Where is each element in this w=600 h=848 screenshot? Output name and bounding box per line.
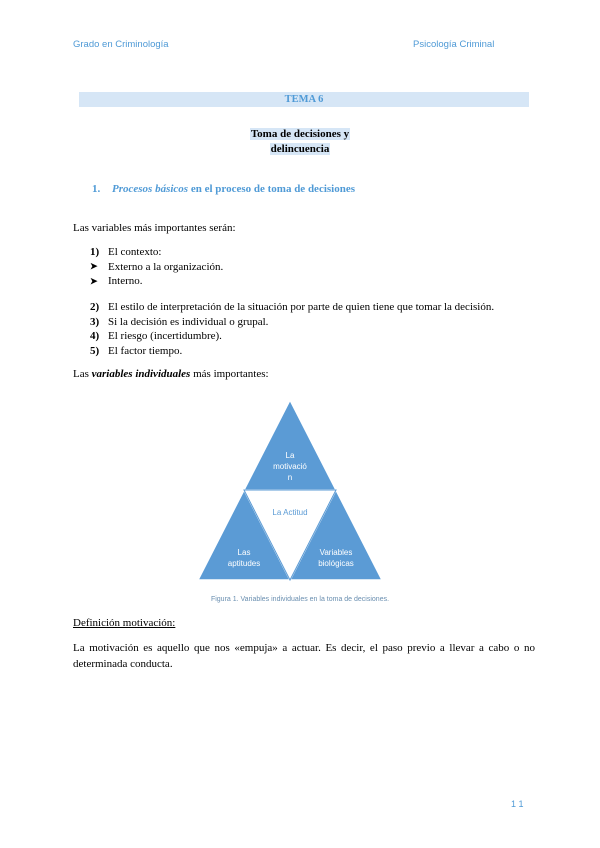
list-text: El riesgo (incertidumbre). [108,330,222,343]
left-label-line-1: Las [237,548,251,557]
list-marker: 2) [90,301,100,314]
section-number: 1. [92,183,101,195]
list-text: El factor tiempo. [108,344,183,357]
arrow-bullet-icon: ➤ [90,261,98,272]
top-label-line-3: n [287,473,293,482]
section-text-italic: Procesos básicos [112,183,189,195]
section-text-rest: en el proceso de toma de decisiones [190,183,355,195]
list-text: Interno. [108,275,143,288]
page-number: 1 1 [511,799,524,809]
title-line-2: delincuencia [270,143,330,155]
list-marker: 4) [90,330,100,343]
context-list [90,245,223,289]
list-marker: 5) [90,344,100,357]
list-marker: 3) [90,315,100,328]
individual-bold: variables individuales [91,368,191,380]
figure-caption: Figura 1. Variables individuales en la toma de decisiones. [210,596,390,603]
section-heading [92,183,355,195]
header-course: Grado en Criminología [73,39,169,50]
triangle-diagram [198,398,382,584]
list-item [90,260,223,275]
topic-band [79,92,529,107]
title-line-1: Toma de decisiones y [250,128,350,140]
list-text: El estilo de interpretación de la situación por parte de quien tiene que tomar la decisión. [108,301,495,314]
document-title [0,127,600,157]
list-text: El contexto: [108,246,162,259]
definition-title: Definición motivación: [73,617,176,629]
list-item [90,245,223,260]
right-label-line-2: biológicas [318,559,354,568]
definition-text: La motivación es aquello que nos «empuja» a actuar. Es decir, el paso previo a llevar a cabo o no determinada conducta. [73,642,535,670]
topic-label: TEMA 6 [284,94,324,105]
left-label-line-2: aptitudes [227,559,261,568]
list-item [90,329,494,344]
list-item [90,344,494,359]
individual-suffix: más importantes: [193,368,269,380]
header-subject: Psicología Criminal [413,39,495,50]
list-marker: 1) [90,246,100,259]
intro-paragraph: Las variables más importantes serán: [73,222,236,234]
individual-variables-intro [73,367,269,382]
top-label-line-2: motivació [273,462,307,471]
individual-prefix: Las [73,368,89,380]
center-label: La Actitud [272,508,308,517]
list-item [90,315,494,330]
list-item [90,300,494,315]
arrow-bullet-icon: ➤ [90,275,98,286]
top-label-line-1: La [285,451,295,460]
list-text: Externo a la organización. [108,260,224,273]
list-text: Si la decisión es individual o grupal. [108,315,269,328]
list-item [90,274,223,289]
factors-list [90,300,494,358]
right-label-line-1: Variables [319,548,353,557]
